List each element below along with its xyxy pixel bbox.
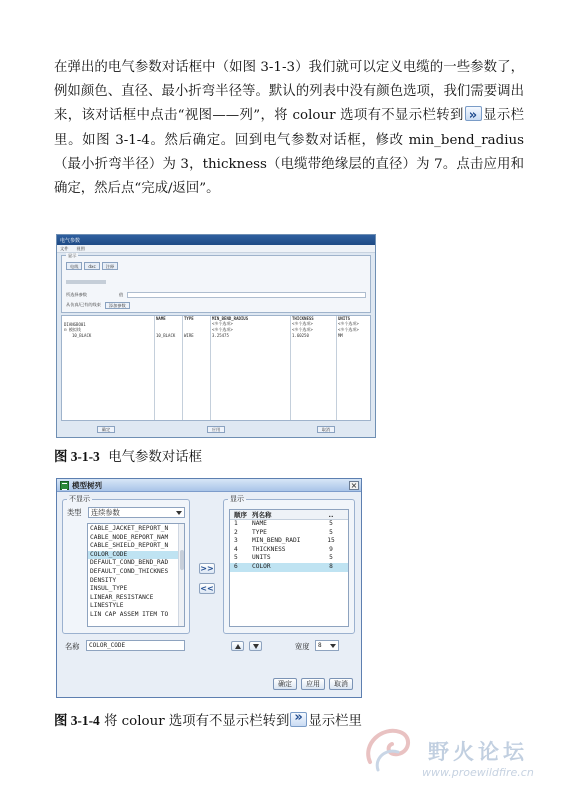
table-cell: DIANGBO01 — [64, 321, 86, 327]
dialog-footer — [57, 426, 375, 433]
table-cell: 10_BLACK — [72, 333, 92, 338]
params-table — [61, 315, 371, 421]
table-cell: MIN_BEND_RADI — [252, 537, 301, 545]
tab-strip — [66, 262, 118, 270]
display-group — [61, 255, 371, 313]
figure1-caption — [54, 446, 202, 465]
list-item[interactable]: CABLE_SHIELD_REPORT_N — [90, 542, 169, 550]
param-row — [66, 292, 366, 298]
col-header: TYPE — [184, 316, 194, 321]
dialog-title: 模型树列 — [72, 480, 102, 490]
value-field[interactable] — [127, 292, 366, 298]
dialog-titlebar — [57, 479, 361, 492]
list-item[interactable]: DEFAULT_COND_THICKNES — [90, 567, 169, 575]
table-cell: 4 — [234, 545, 238, 553]
value-label: 值 — [118, 292, 124, 297]
col-divider — [182, 316, 183, 420]
table-cell: 9 — [329, 545, 333, 553]
move-down-icon[interactable] — [249, 641, 262, 651]
table-cell: 3 — [234, 537, 238, 545]
table-cell: NAME — [252, 520, 267, 527]
table-cell: 10_BLACK — [156, 333, 176, 338]
double-right-arrow-icon — [465, 106, 482, 121]
col-divider — [154, 316, 155, 420]
figure2-title-1: 将 colour 选项有不显示栏转到 — [104, 714, 290, 729]
add-param-button[interactable]: 添加参数 — [105, 302, 130, 309]
list-item[interactable]: LINESTYLE — [90, 602, 124, 610]
table-cell: THICKNESS — [252, 545, 286, 553]
table-cell: 3.25475 — [212, 333, 229, 338]
double-right-arrow-icon — [290, 712, 307, 727]
model-tree-icon — [60, 481, 69, 490]
type-select-value: 连续参数 — [91, 508, 120, 517]
radio-selected-params[interactable]: 所选择参数 — [66, 292, 87, 297]
watermark-brand: 野火论坛 — [428, 740, 528, 764]
menu-file[interactable]: 文件 — [60, 246, 69, 251]
table-cell: 1.60250 — [292, 333, 309, 338]
grid-header — [230, 510, 348, 520]
table-cell: 5 — [329, 554, 333, 562]
figure1-number: 图 3-1-3 — [54, 449, 100, 464]
scrollbar-thumb[interactable] — [180, 550, 184, 570]
table-row[interactable] — [230, 554, 348, 563]
table-cell: 5 — [234, 554, 238, 562]
chevron-down-icon — [175, 509, 183, 516]
table-cell: <多个选项> — [338, 327, 359, 332]
table-cell: <多个选项> — [212, 321, 233, 326]
table-cell: <多个选项> — [292, 321, 313, 326]
dialog-title: 电气参数 — [60, 238, 81, 244]
paragraph-text-2: 显示栏里。如图 3-1-4。然后确定。回到电气参数对话框，修改 min_bend_radius （最小折弯半径）为 3，thickness（电缆带绝缘层的直径）为 7。点击应用和确定，然后点“完成/返回”。 — [54, 108, 524, 197]
name-field[interactable]: COLOR_CODE — [86, 640, 185, 651]
name-column-header: 列名称 — [252, 511, 272, 519]
name-label: 名称 — [65, 642, 80, 651]
col-divider — [210, 316, 211, 420]
table-cell: 15 — [327, 537, 335, 545]
display-group-label: 显示 — [68, 253, 77, 258]
not-shown-label: 不显示 — [69, 495, 90, 503]
param-row-2 — [66, 302, 130, 309]
table-row[interactable] — [230, 546, 348, 555]
figure2-number: 图 3-1-4 — [54, 713, 100, 728]
list-item[interactable]: LINEAR_RESISTANCE — [90, 593, 154, 601]
body-paragraph — [54, 56, 524, 201]
col-header: UNITS — [338, 316, 351, 321]
table-cell: MM — [338, 333, 343, 338]
type-select[interactable] — [88, 507, 185, 518]
tab-annotation[interactable]: 注释 — [102, 262, 118, 270]
watermark — [356, 722, 560, 794]
table-cell: UNITS — [252, 554, 271, 562]
table-cell: ⊟ 模拟线 — [64, 327, 81, 332]
width-column-header: .. — [328, 511, 334, 519]
table-row[interactable] — [230, 537, 348, 546]
list-item-selected[interactable]: COLOR_CODE — [88, 551, 184, 560]
table-cell: <多个选项> — [292, 327, 313, 332]
shown-label: 显示 — [230, 495, 244, 503]
apply-button[interactable]: 应用 — [207, 426, 225, 433]
paragraph-text-1: 在弹出的电气参数对话框中（如图 3-1-3）我们就可以定义电缆的一些参数了，例如颜色、直径、最小折弯半径等。默认的列表中没有颜色选项，我们需要调出来，该对话框中点击“视图——列”，将 colour 选项有不显示栏转到 — [54, 60, 524, 124]
table-cell: 1 — [234, 520, 238, 527]
table-cell: <多个选项> — [338, 321, 359, 326]
col-header: NAME — [156, 316, 166, 321]
list-item[interactable]: CABLE_JACKET_REPORT_N — [90, 525, 169, 532]
remove-column-button[interactable]: << — [200, 584, 214, 593]
menu-bar — [57, 245, 375, 253]
model-tree-columns-dialog — [56, 478, 362, 698]
dialog-buttons — [273, 678, 353, 690]
table-cell: COLOR — [252, 562, 271, 570]
col-divider — [290, 316, 291, 420]
figure2-caption — [54, 710, 362, 729]
figure1-title: 电气参数对话框 — [108, 450, 202, 465]
watermark-swirl-icon — [360, 722, 422, 780]
table-row-selected[interactable] — [230, 563, 348, 572]
width-spinner[interactable] — [315, 640, 339, 651]
table-cell: 2 — [234, 528, 238, 536]
table-cell: 5 — [329, 528, 333, 536]
close-icon[interactable]: × — [350, 481, 358, 490]
list-item[interactable]: LIN CAP ASSEM ITEM TO — [90, 610, 169, 618]
order-column-header: 顺序 — [234, 511, 247, 519]
tab-wire[interactable]: 电线 — [66, 262, 82, 270]
ok-button[interactable]: 确定 — [273, 678, 297, 690]
table-row[interactable] — [230, 520, 348, 529]
table-cell: 8 — [329, 562, 333, 570]
chevron-down-icon[interactable] — [330, 642, 337, 649]
apply-button[interactable]: 应用 — [301, 678, 325, 690]
table-row[interactable] — [62, 333, 370, 338]
col-divider — [336, 316, 337, 420]
watermark-url: www.proewildfire.cn — [422, 766, 534, 779]
cancel-button[interactable]: 取消 — [317, 426, 335, 433]
table-cell: WIRE — [184, 333, 194, 338]
table-row[interactable] — [230, 529, 348, 538]
table-cell: 6 — [234, 562, 238, 570]
list-item[interactable]: INSUL_TYPE — [90, 585, 128, 593]
radio-from-sim[interactable]: 从仿真/已有的线束 — [66, 302, 101, 307]
scrollbar[interactable] — [178, 524, 184, 626]
available-columns-list[interactable] — [87, 523, 185, 627]
table-cell: <多个选项> — [212, 327, 233, 332]
ok-button[interactable]: 确定 — [97, 426, 115, 433]
width-value: 8 — [318, 642, 322, 649]
displayed-columns-grid[interactable] — [229, 509, 349, 627]
figure2-title-2: 显示栏里 — [308, 714, 362, 729]
width-label: 宽度 — [295, 642, 310, 651]
table-cell: TYPE — [252, 528, 267, 536]
table-cell: 5 — [329, 520, 333, 527]
progress-strip — [66, 280, 106, 284]
add-column-button[interactable]: >> — [200, 564, 214, 573]
electrical-params-dialog-figure — [56, 234, 376, 438]
col-header: THICKNESS — [292, 316, 314, 321]
list-item[interactable]: CABLE_NODE_REPORT_NAM — [90, 533, 169, 541]
type-label: 类型 — [67, 508, 82, 517]
menu-view[interactable]: 视图 — [76, 246, 85, 251]
tab-dxc[interactable]: dxc — [84, 262, 99, 270]
cancel-button[interactable]: 取消 — [329, 678, 353, 690]
col-header: MIN_BEND_RADIUS — [212, 316, 249, 321]
list-item[interactable]: DEFAULT_COND_BEND_RAD — [90, 559, 169, 567]
list-item[interactable]: DENSITY — [90, 576, 117, 584]
move-up-icon[interactable] — [231, 641, 244, 651]
dialog-titlebar — [57, 235, 375, 245]
